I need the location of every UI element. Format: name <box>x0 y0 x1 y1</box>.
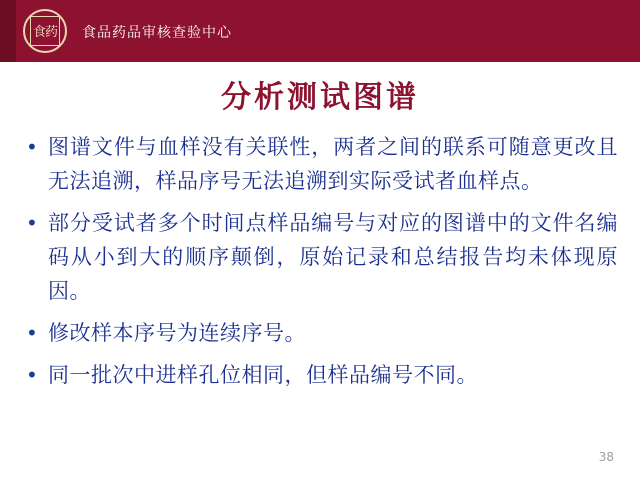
logo-inner-square-icon <box>30 16 60 46</box>
slide-header <box>0 0 640 62</box>
bullet-dot-icon: • <box>26 211 38 235</box>
organization-name: 食品药品审核查验中心 <box>82 25 232 41</box>
logo-ring-icon <box>23 9 67 53</box>
list-item <box>26 206 618 308</box>
page-number: 38 <box>598 450 614 464</box>
list-item-text: 同一批次中进样孔位相同，但样品编号不同。 <box>48 363 478 387</box>
header-accent-bar <box>0 0 16 62</box>
list-item-text: 修改样本序号为连续序号。 <box>48 321 306 345</box>
page-title: 分析测试图谱 <box>221 80 419 115</box>
bullet-list <box>26 130 618 400</box>
header-divider <box>0 62 640 64</box>
logo-glyph-text: 食药 <box>32 23 57 39</box>
list-item <box>26 358 618 392</box>
list-item-text: 部分受试者多个时间点样品编号与对应的图谱中的文件名编码从小到大的顺序颠倒，原始记录和总结报告均未体现原因。 <box>48 211 618 303</box>
organization-logo <box>22 8 68 54</box>
bullet-dot-icon: • <box>26 135 38 159</box>
list-item <box>26 130 618 198</box>
bullet-dot-icon: • <box>26 363 38 387</box>
list-item-text: 图谱文件与血样没有关联性，两者之间的联系可随意更改且无法追溯，样品序号无法追溯到实际受试者血样点。 <box>48 135 618 193</box>
list-item <box>26 316 618 350</box>
bullet-dot-icon: • <box>26 321 38 345</box>
